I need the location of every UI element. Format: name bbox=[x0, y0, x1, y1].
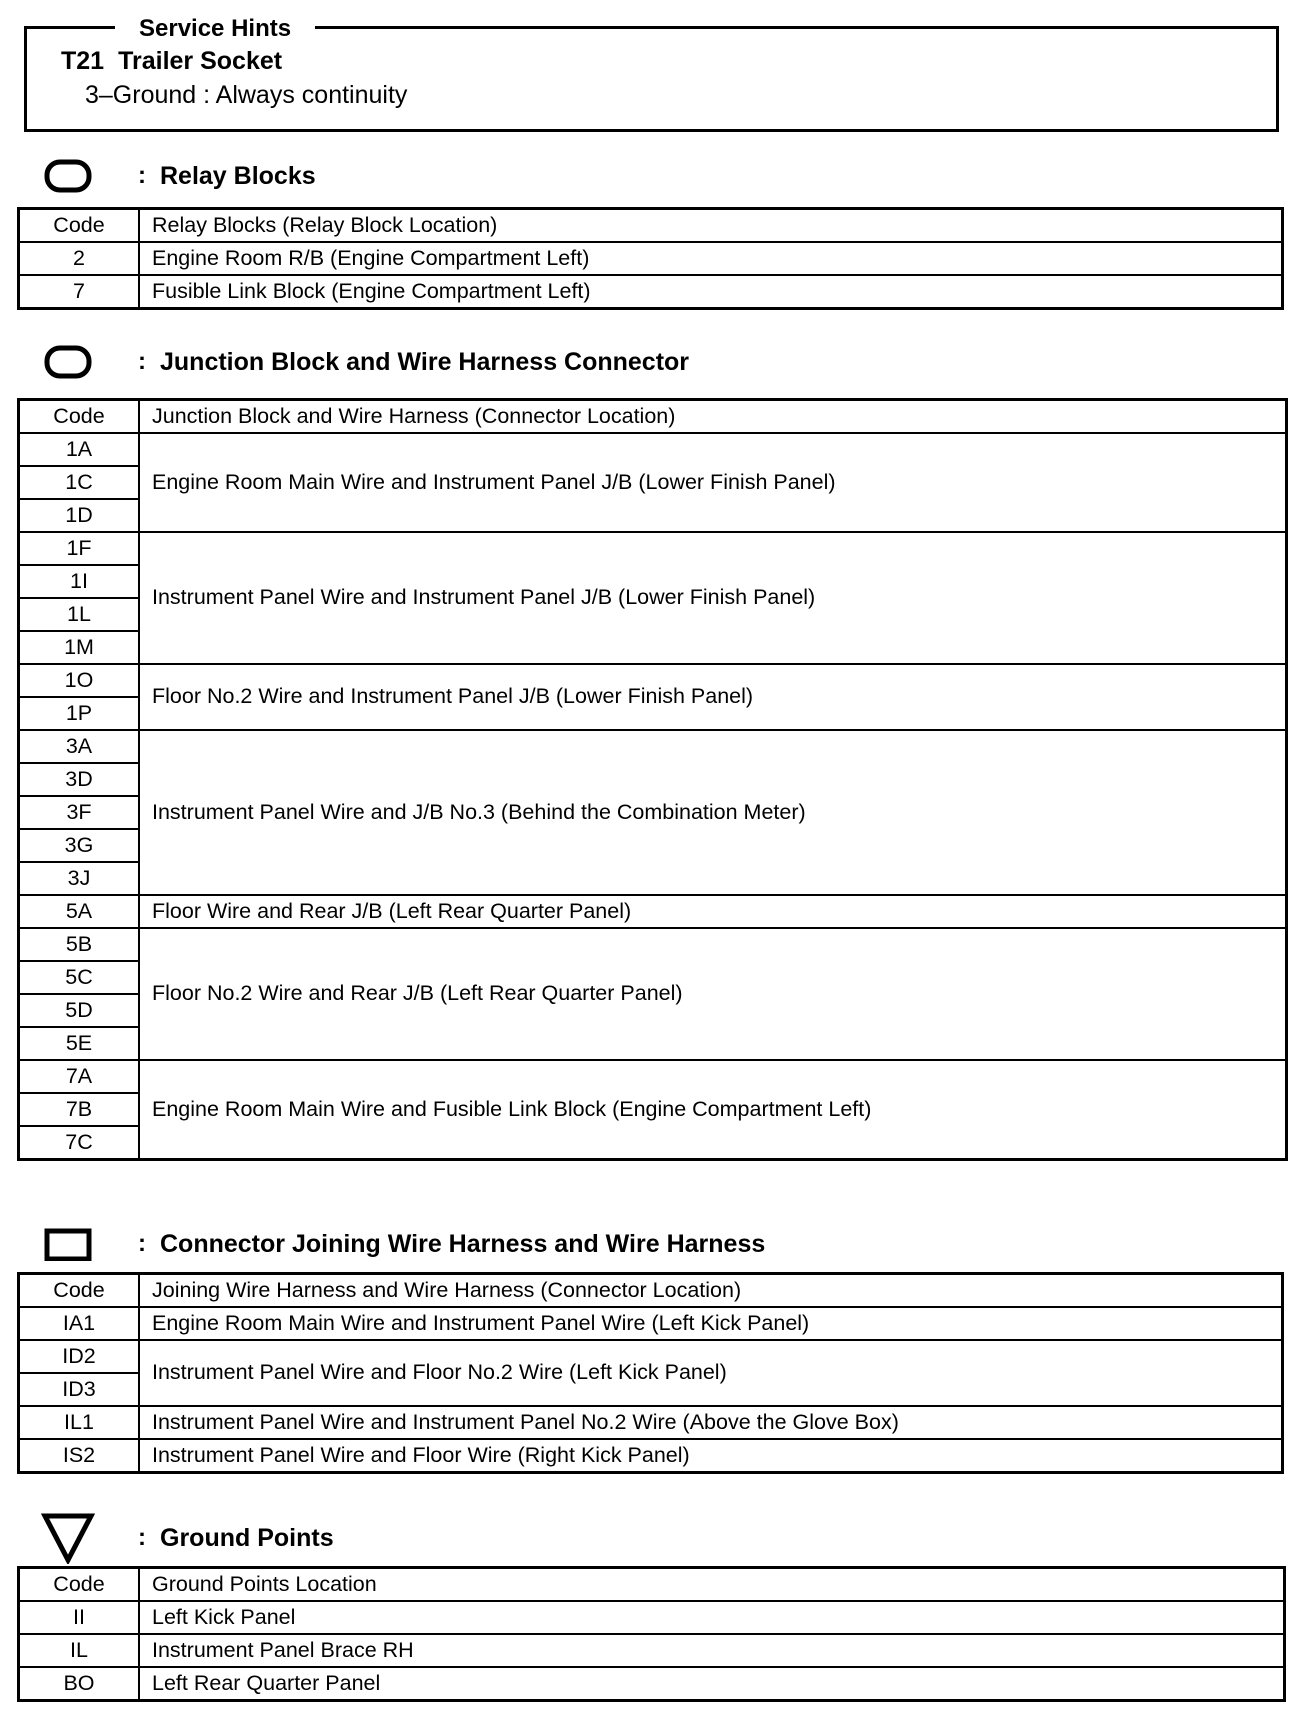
relay-blocks-heading bbox=[40, 156, 316, 196]
location-cell: Floor No.2 Wire and Instrument Panel J/B (Lower Finish Panel) bbox=[139, 664, 1287, 730]
table-row bbox=[19, 1307, 1283, 1340]
code-cell: 7B bbox=[19, 1093, 140, 1126]
code-cell: 1M bbox=[19, 631, 140, 664]
location-cell: Engine Room Main Wire and Instrument Panel J/B (Lower Finish Panel) bbox=[139, 433, 1287, 532]
code-cell: 7A bbox=[19, 1060, 140, 1093]
table-row bbox=[19, 1667, 1285, 1701]
junction-blocks-heading bbox=[40, 342, 689, 382]
table-row bbox=[19, 433, 1287, 466]
location-cell: Instrument Panel Wire and Floor No.2 Wire (Left Kick Panel) bbox=[139, 1340, 1283, 1406]
rounded-rectangle-icon bbox=[40, 156, 96, 196]
location-cell: Instrument Panel Wire and Instrument Panel J/B (Lower Finish Panel) bbox=[139, 532, 1287, 664]
table-row bbox=[19, 1439, 1283, 1473]
code-cell: 7 bbox=[19, 275, 140, 309]
rounded-rectangle-icon bbox=[40, 342, 96, 382]
header-location: Ground Points Location bbox=[139, 1568, 1285, 1602]
code-cell: 1P bbox=[19, 697, 140, 730]
location-cell: Instrument Panel Brace RH bbox=[139, 1634, 1285, 1667]
header-code: Code bbox=[19, 400, 140, 434]
header-location: Relay Blocks (Relay Block Location) bbox=[139, 209, 1283, 243]
table-row bbox=[19, 242, 1283, 275]
code-cell: 3F bbox=[19, 796, 140, 829]
code-cell: 1D bbox=[19, 499, 140, 532]
location-cell: Engine Room R/B (Engine Compartment Left) bbox=[139, 242, 1283, 275]
code-cell: II bbox=[19, 1601, 140, 1634]
code-cell: 1C bbox=[19, 466, 140, 499]
junction-blocks-title: Junction Block and Wire Harness Connector bbox=[160, 347, 690, 376]
table-header-row bbox=[19, 400, 1287, 434]
service-hints-box bbox=[24, 15, 1279, 132]
header-location: Joining Wire Harness and Wire Harness (Connector Location) bbox=[139, 1274, 1283, 1308]
code-cell: 5E bbox=[19, 1027, 140, 1060]
table-row bbox=[19, 1634, 1285, 1667]
location-cell: Engine Room Main Wire and Fusible Link Block (Engine Compartment Left) bbox=[139, 1060, 1287, 1160]
header-code: Code bbox=[19, 1568, 140, 1602]
header-code: Code bbox=[19, 209, 140, 243]
code-cell: 1O bbox=[19, 664, 140, 697]
connectors-heading bbox=[40, 1224, 765, 1264]
code-cell: 5A bbox=[19, 895, 140, 928]
location-cell: Left Rear Quarter Panel bbox=[139, 1667, 1285, 1701]
table-row bbox=[19, 1060, 1287, 1093]
table-row bbox=[19, 928, 1287, 961]
code-cell: IA1 bbox=[19, 1307, 140, 1340]
location-cell: Instrument Panel Wire and J/B No.3 (Behind the Combination Meter) bbox=[139, 730, 1287, 895]
table-row bbox=[19, 730, 1287, 763]
location-cell: Floor No.2 Wire and Rear J/B (Left Rear Quarter Panel) bbox=[139, 928, 1287, 1060]
table-row bbox=[19, 664, 1287, 697]
junction-blocks-colon: : bbox=[138, 348, 146, 375]
code-cell: 5B bbox=[19, 928, 140, 961]
ground-points-title: Ground Points bbox=[160, 1523, 334, 1552]
header-location: Junction Block and Wire Harness (Connector Location) bbox=[139, 400, 1287, 434]
location-cell: Floor Wire and Rear J/B (Left Rear Quarter Panel) bbox=[139, 895, 1287, 928]
table-row bbox=[19, 275, 1283, 309]
code-cell: 3J bbox=[19, 862, 140, 895]
relay-blocks-table bbox=[17, 207, 1284, 310]
location-cell: Engine Room Main Wire and Instrument Panel Wire (Left Kick Panel) bbox=[139, 1307, 1283, 1340]
code-cell: 3A bbox=[19, 730, 140, 763]
connectors-table bbox=[17, 1272, 1284, 1474]
code-cell: IS2 bbox=[19, 1439, 140, 1473]
service-hints-detail: 3–Ground : Always continuity bbox=[85, 81, 408, 109]
table-row bbox=[19, 895, 1287, 928]
code-cell: ID3 bbox=[19, 1373, 140, 1406]
relay-blocks-title: Relay Blocks bbox=[160, 161, 316, 190]
code-cell: 3G bbox=[19, 829, 140, 862]
code-cell: 7C bbox=[19, 1126, 140, 1160]
code-cell: 1I bbox=[19, 565, 140, 598]
service-hints-legend: Service Hints bbox=[115, 15, 315, 43]
table-row bbox=[19, 1340, 1283, 1373]
location-cell: Instrument Panel Wire and Instrument Panel No.2 Wire (Above the Glove Box) bbox=[139, 1406, 1283, 1439]
table-header-row bbox=[19, 1568, 1285, 1602]
relay-blocks-colon: : bbox=[138, 162, 146, 189]
code-cell: ID2 bbox=[19, 1340, 140, 1373]
service-hints-name: Trailer Socket bbox=[118, 47, 283, 75]
location-cell: Instrument Panel Wire and Floor Wire (Right Kick Panel) bbox=[139, 1439, 1283, 1473]
location-cell: Left Kick Panel bbox=[139, 1601, 1285, 1634]
ground-points-colon: : bbox=[138, 1524, 146, 1551]
rectangle-icon bbox=[40, 1224, 96, 1264]
table-row bbox=[19, 532, 1287, 565]
connectors-colon: : bbox=[138, 1230, 146, 1257]
code-cell: BO bbox=[19, 1667, 140, 1701]
code-cell: 3D bbox=[19, 763, 140, 796]
code-cell: 1F bbox=[19, 532, 140, 565]
header-code: Code bbox=[19, 1274, 140, 1308]
table-row bbox=[19, 1406, 1283, 1439]
ground-points-table bbox=[17, 1566, 1286, 1702]
location-cell: Fusible Link Block (Engine Compartment Left) bbox=[139, 275, 1283, 309]
code-cell: 5C bbox=[19, 961, 140, 994]
junction-blocks-table bbox=[17, 398, 1288, 1161]
table-header-row bbox=[19, 1274, 1283, 1308]
service-hints-code: T21 bbox=[61, 47, 105, 75]
code-cell: 5D bbox=[19, 994, 140, 1027]
service-hints-title bbox=[61, 47, 282, 76]
down-triangle-icon bbox=[40, 1510, 96, 1566]
code-cell: 2 bbox=[19, 242, 140, 275]
code-cell: 1L bbox=[19, 598, 140, 631]
code-cell: 1A bbox=[19, 433, 140, 466]
ground-points-heading bbox=[40, 1510, 334, 1566]
code-cell: IL1 bbox=[19, 1406, 140, 1439]
table-row bbox=[19, 1601, 1285, 1634]
table-header-row bbox=[19, 209, 1283, 243]
connectors-title: Connector Joining Wire Harness and Wire Harness bbox=[160, 1229, 766, 1258]
code-cell: IL bbox=[19, 1634, 140, 1667]
